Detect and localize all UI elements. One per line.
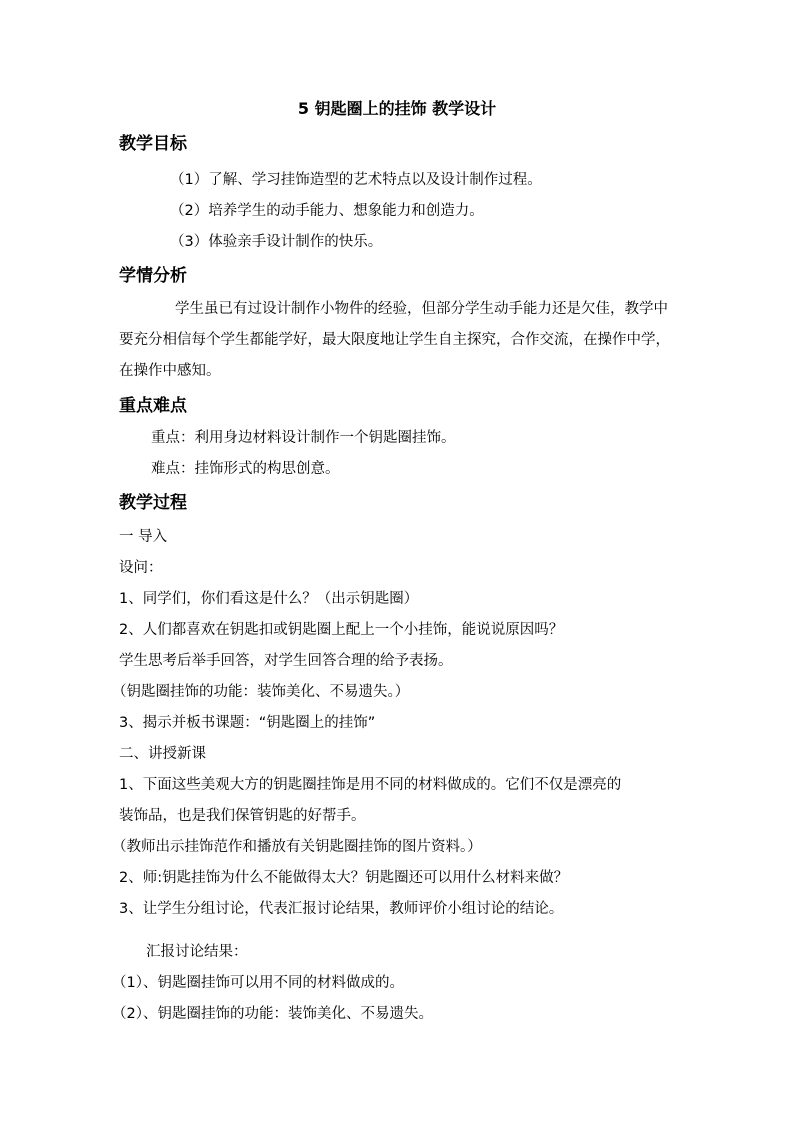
process-line: 2、师:钥匙挂饰为什么不能做得太大？钥匙圈还可以用什么材料来做？ [119, 870, 569, 886]
process-line: 一 导入 [119, 529, 168, 545]
process-line: 1、同学们，你们看这是什么？（出示钥匙圈） [119, 591, 419, 607]
analysis-paragraph: 学生虽已有过设计制作小物件的经验，但部分学生动手能力还是欠佳，教学中要充分相信每个学生都能学好，最大限度地让学生自主探究，合作交流，在操作中学，在操作中感知。 [119, 301, 670, 379]
process-line: 学生思考后举手回答，对学生回答合理的给予表扬。 [119, 653, 453, 669]
process-line: （2）、钥匙圈挂饰的功能：装饰美化、不易遗失。 [112, 1006, 433, 1022]
process-line: 3、揭示并板书课题：“钥匙圈上的挂饰” [119, 715, 376, 731]
process-line: （1）、钥匙圈挂饰可以用不同的材料做成的。 [112, 975, 404, 991]
process-line: 3、让学生分组讨论，代表汇报讨论结果，教师评价小组讨论的结论。 [119, 901, 564, 917]
document-title: 5 钥匙圈上的挂饰 教学设计 [297, 99, 497, 118]
key-point-item: 重点：利用身边材料设计制作一个钥匙圈挂饰。 [151, 430, 456, 446]
process-line: 设问： [119, 560, 163, 576]
goal-item: （2）培养学生的动手能力、想象能力和创造力。 [170, 203, 484, 219]
process-line: 1、下面这些美观大方的钥匙圈挂饰是用不同的材料做成的。它们不仅是漂亮的 [119, 777, 622, 793]
section-heading-process: 教学过程 [119, 493, 187, 513]
section-heading-key-points: 重点难点 [119, 396, 187, 416]
process-line: （钥匙圈挂饰的功能：装饰美化、不易遗失。） [112, 684, 410, 700]
goal-item: （1）了解、学习挂饰造型的艺术特点以及设计制作过程。 [170, 172, 542, 188]
process-line: （教师出示挂饰范作和播放有关钥匙圈挂饰的图片资料。） [112, 839, 482, 855]
process-line: 2、人们都喜欢在钥匙扣或钥匙圈上配上一个小挂饰，能说说原因吗？ [119, 622, 564, 638]
section-heading-goals: 教学目标 [119, 134, 187, 154]
process-line: 二、讲授新课 [119, 746, 206, 762]
section-heading-analysis: 学情分析 [119, 266, 187, 286]
process-line: 汇报讨论结果： [146, 944, 248, 960]
goal-item: （3）体验亲手设计制作的快乐。 [170, 234, 383, 250]
difficulty-item: 难点：挂饰形式的构思创意。 [151, 461, 340, 477]
process-line: 装饰品，也是我们保管钥匙的好帮手。 [119, 808, 366, 824]
